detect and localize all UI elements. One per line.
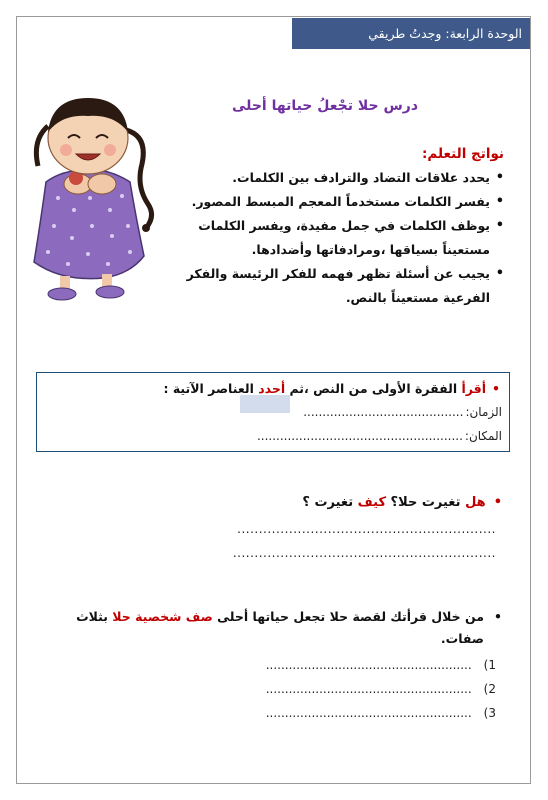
- question1-middle: الفقرة الأولى من النص ،ثم: [285, 381, 462, 396]
- question2-word2: كيف: [357, 495, 387, 510]
- unit-header: الوحدة الرابعة: وجدتُ طريقي: [292, 18, 530, 49]
- question3-highlight: صف شخصية حلا: [112, 609, 213, 624]
- girl-illustration: [18, 86, 168, 306]
- question1-end: العناصر الآتية :: [163, 381, 259, 396]
- question1-prompt: [164, 380, 501, 398]
- question3-prompt: [62, 606, 502, 650]
- time-answer-line[interactable]: ..........................................: [303, 405, 464, 419]
- question2-part2: تغيرت ؟: [302, 495, 358, 510]
- time-label: الزمان:: [465, 405, 502, 419]
- question3-bullet: •: [494, 609, 502, 624]
- question2-bullet: •: [493, 495, 502, 510]
- answer-row-3[interactable]: [266, 704, 496, 722]
- question2-part1: تغيرت حلا؟: [386, 495, 466, 510]
- question1-verb2: أحدد: [258, 381, 286, 396]
- answer-row-2[interactable]: [266, 680, 496, 698]
- outcome-item: • يجيب عن أسئلة تظهر فهمه للفكر الرئيسة والفكر الفرعية مستعيناً بالنص.: [174, 262, 504, 310]
- question2-prompt: [302, 494, 502, 512]
- answer-row-1[interactable]: [266, 656, 496, 674]
- question3-part1: من خلال قرأتك لقصة حلا تجعل حياتها أحلى: [212, 609, 484, 624]
- place-field[interactable]: [257, 428, 502, 444]
- lesson-title: درس حلا تجْعلُ حياتها أحلى: [231, 98, 419, 114]
- answer-number: 1): [483, 658, 496, 672]
- question2-word1: هل: [465, 495, 486, 510]
- time-field[interactable]: [303, 404, 502, 420]
- question1-bullet: •: [492, 381, 500, 396]
- question1-verb1: أقرأ: [461, 381, 486, 396]
- outcome-item: • يوظف الكلمات في جمل مفيدة، ويفسر الكلمات مستعيناً بسياقها ،ومرادفاتها وأضدادها.: [174, 214, 504, 262]
- place-answer-line[interactable]: ......................................................: [256, 429, 463, 443]
- answer-line[interactable]: ......................................................: [265, 658, 472, 672]
- outcomes-heading: نواتج التعلم:: [422, 146, 504, 162]
- answer-number: 3): [483, 706, 496, 720]
- answer-line[interactable]: ......................................................: [265, 706, 472, 720]
- answer-line[interactable]: ......................................................: [265, 682, 472, 696]
- place-label: المكان:: [464, 429, 502, 443]
- question3-part2: بثلاث صفات.: [76, 609, 484, 646]
- outcomes-list: [174, 166, 504, 310]
- answer-number: 2): [483, 682, 496, 696]
- question2-answer-line-1[interactable]: ............................................................: [237, 522, 496, 536]
- outcome-item: • يحدد علاقات التضاد والترادف بين الكلمات.: [174, 166, 504, 190]
- outcome-item: • يفسر الكلمات مستخدماً المعجم المبسط المصور.: [174, 190, 504, 214]
- question2-answer-line-2[interactable]: .............................................................: [232, 546, 496, 560]
